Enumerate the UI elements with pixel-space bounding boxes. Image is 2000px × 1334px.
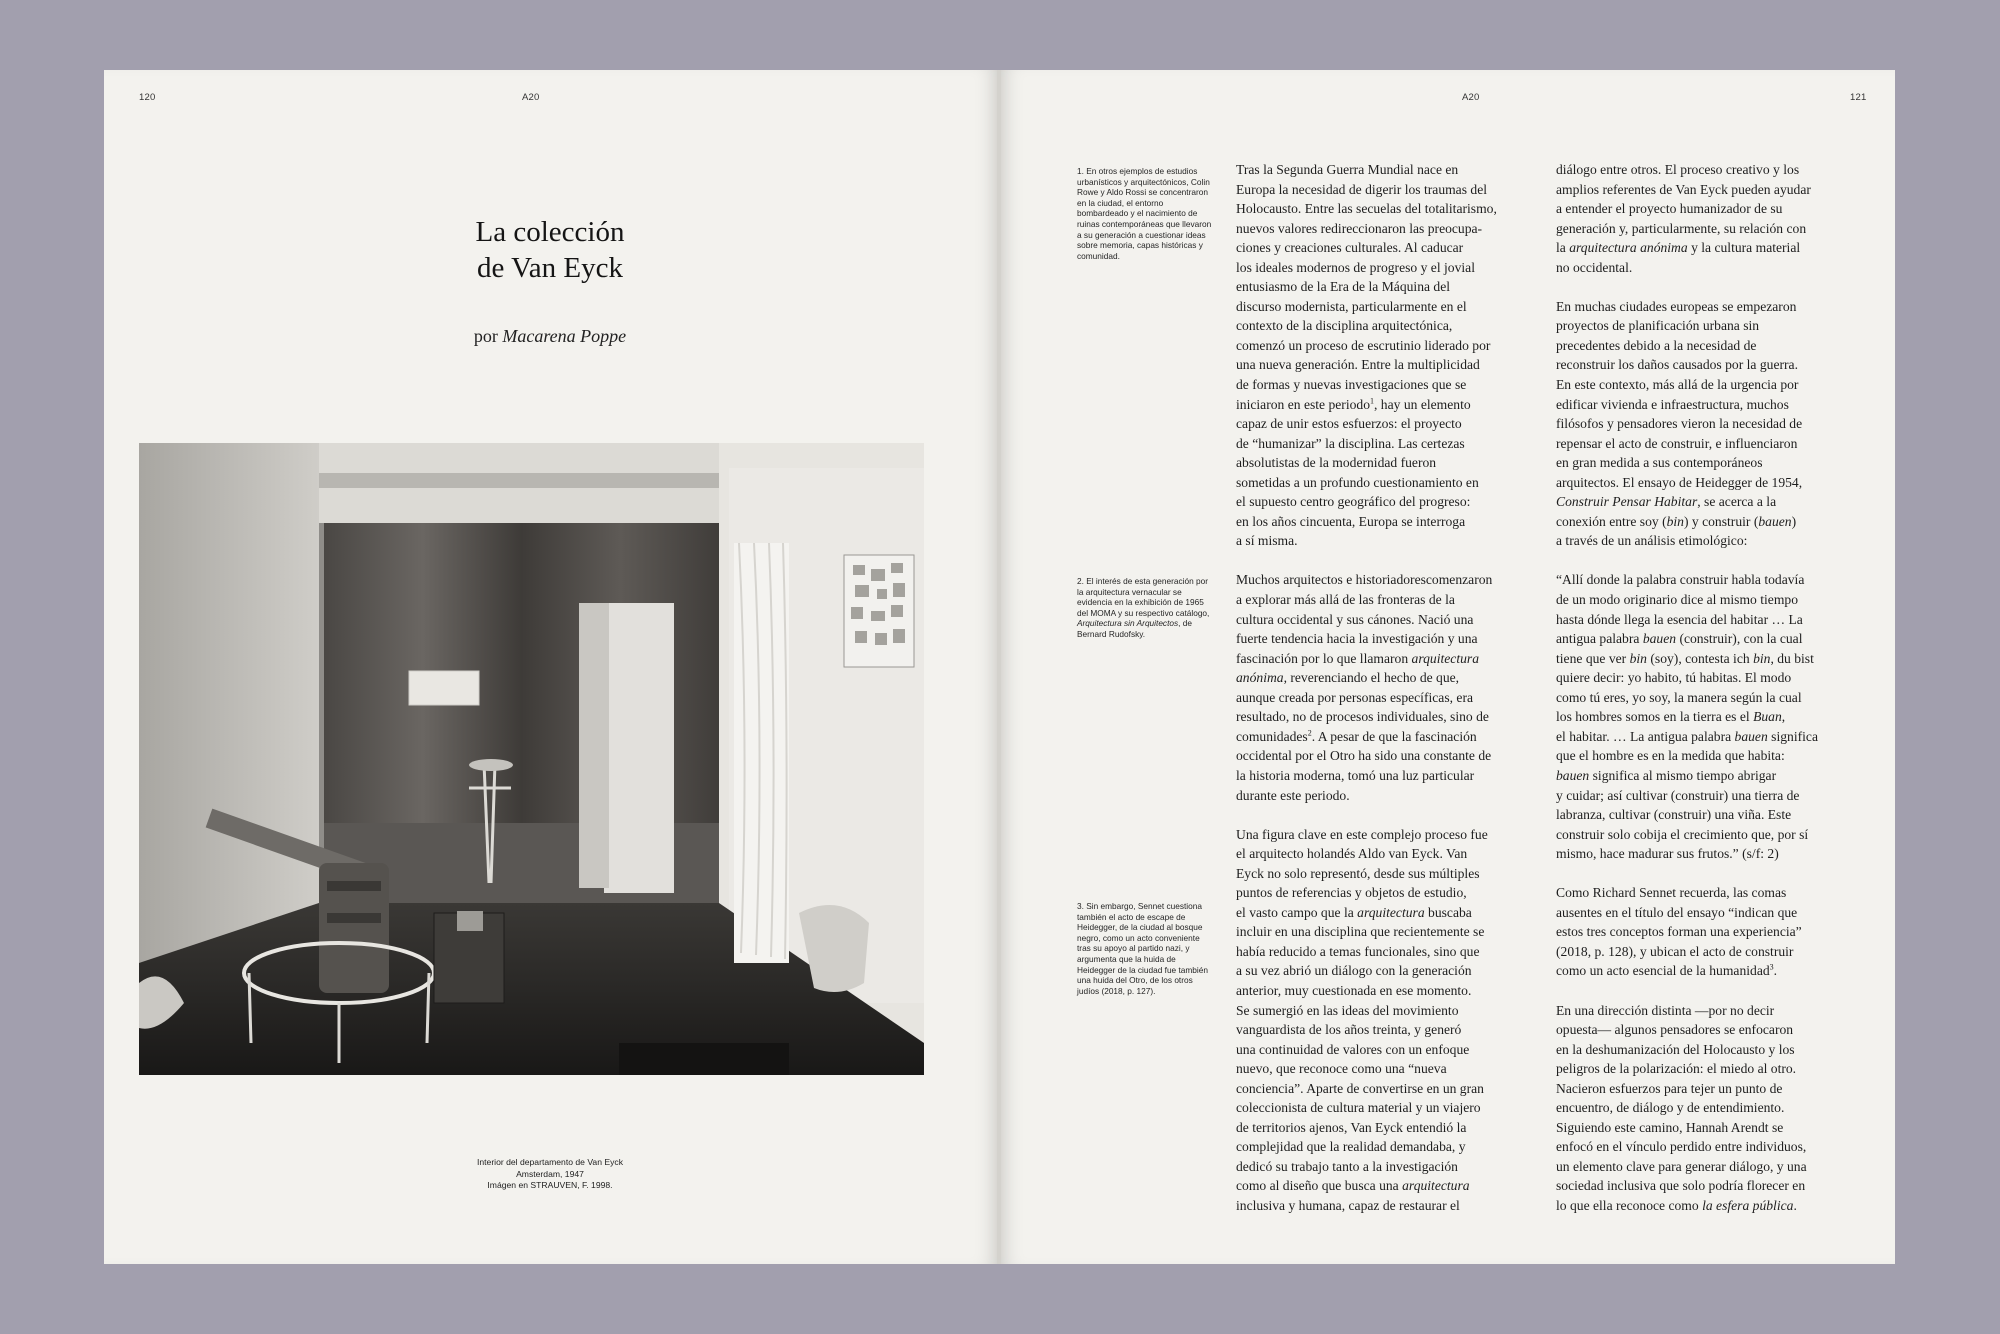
text-line: en los años cincuenta, Europa se interroga [1236, 513, 1466, 529]
text-line: había reducido a temas funcionales, sino que [1236, 943, 1480, 959]
text-line: comenzó un proceso de escrutinio liderado por [1236, 337, 1491, 353]
italic-phrase: bauen [1642, 631, 1677, 647]
byline-author: Macarena Poppe [502, 326, 627, 346]
text-line: y cuidar; así cultivar (construir) una tierra de [1556, 787, 1800, 803]
italic-phrase: Construir Pensar Habitar [1556, 494, 1698, 510]
text-line: el arquitecto holandés Aldo van Eyck. Van [1236, 846, 1468, 862]
footnote-marker: 1 [1370, 396, 1374, 406]
running-head-left: A20 [522, 92, 540, 103]
text-line: un elemento clave para generar diálogo, y una [1556, 1158, 1807, 1174]
title-line: La colección [475, 216, 625, 248]
footnote-marker: 2 [1307, 728, 1312, 738]
text-line: como un acto esencial de la humanidad$^3$. [1556, 962, 1778, 979]
italic-phrase: bin [1629, 650, 1647, 666]
text-line: Una figura clave en este complejo proceso fue [1236, 826, 1488, 842]
text-line: arquitectos. El ensayo de Heidegger de 1954, [1556, 474, 1803, 490]
text-line: opuesta— algunos pensadores se enfocaron [1556, 1022, 1794, 1038]
text-line: lo que ella reconoce como la esfera pública. [1556, 1197, 1797, 1213]
body-paragraph [1556, 1001, 1858, 1216]
title-line: de Van Eyck [476, 252, 624, 284]
text-line: incluir en una disciplina que recientemente se [1236, 924, 1485, 940]
caption-line: Amsterdam, 1947 [516, 1168, 584, 1179]
text-line: bauen significa al mismo tiempo abrigar [1556, 767, 1777, 783]
text-line: anónima, reverenciando el hecho de que, [1236, 670, 1460, 686]
italic-phrase: bin [1666, 513, 1684, 529]
italic-phrase: Buan [1753, 709, 1782, 725]
text-line: precedentes debido a la necesidad de [1556, 337, 1757, 353]
text-line: edificar vivienda e infraestructura, muchos [1556, 396, 1789, 412]
text-line: Europa la necesidad de digerir los traumas del [1236, 181, 1488, 197]
text-line: filósofos y pensadores vieron la necesidad de [1556, 416, 1803, 432]
footnote-2 [1077, 576, 1212, 640]
text-line: nuevos valores redireccionaron las preocupa- [1236, 220, 1483, 236]
text-line: a entender el proyecto humanizador de su [1556, 201, 1783, 217]
text-line: como tú eres, yo soy, la manera según la cual [1556, 689, 1802, 705]
italic-phrase: bauen [1734, 728, 1768, 744]
right-page [1001, 70, 1895, 1264]
text-line: una continuidad de valores con un enfoque [1236, 1041, 1470, 1057]
text-line: discurso modernista, particularmente en el [1236, 298, 1467, 314]
text-line: construir solo cobija el crecimiento que, por sí [1556, 826, 1809, 842]
byline-prefix: por [473, 326, 498, 346]
text-line: ausentes en el título del ensayo “indican que [1556, 904, 1798, 920]
text-line: sometidas a un profundo cuestionamiento en [1236, 474, 1479, 490]
text-line: hasta dónde llega la esencia del habitar … La [1556, 611, 1803, 627]
text-line: tiene que ver bin (soy), contesta ich bin, du bist [1556, 650, 1814, 666]
text-line: Muchos arquitectos e historiadorescomenzaron [1236, 572, 1493, 588]
interior-photograph [139, 443, 924, 1075]
text-line: los hombres somos en la tierra es el Buan, [1556, 709, 1786, 725]
text-line: resultado, no de procesos individuales, sino de [1236, 709, 1489, 725]
text-line: labranza, cultivar (construir) una viña. Este [1556, 807, 1792, 823]
text-line: Tras la Segunda Guerra Mundial nace en [1236, 162, 1459, 177]
italic-phrase: bauen [1556, 767, 1590, 783]
text-line: En una dirección distinta —por no decir [1556, 1002, 1775, 1018]
text-line: nuevo, que reconoce como una “nueva [1236, 1061, 1447, 1077]
body-paragraph [1556, 883, 1858, 981]
text-line: en la deshumanización del Holocausto y los [1556, 1041, 1795, 1057]
text-line: Construir Pensar Habitar, se acerca a la [1556, 494, 1777, 510]
text-line: sociedad inclusiva que solo podría florecer en [1556, 1178, 1806, 1194]
italic-phrase: bauen [1758, 513, 1792, 529]
text-line: la historia moderna, tomó una luz particular [1236, 767, 1475, 783]
body-column-1 [1236, 160, 1538, 1235]
body-paragraph [1556, 160, 1858, 277]
text-line: capaz de unir estos esfuerzos: el proyecto [1236, 416, 1462, 432]
text-line: comunidades$^2$. A pesar de que la fascinación [1236, 728, 1477, 744]
text-line: fuerte tendencia hacia la investigación y una [1236, 631, 1478, 647]
body-paragraph [1556, 297, 1858, 551]
text-line: de un modo originario dice al mismo tiempo [1556, 592, 1798, 608]
body-paragraph [1236, 825, 1538, 1216]
footnote-2-tail: , de Bernard Rudofsky. [1077, 618, 1192, 639]
text-line: En este contexto, más allá de la urgencia por [1556, 377, 1799, 393]
text-line: antigua palabra bauen (construir), con la cual [1556, 631, 1803, 647]
interior-photo-illustration [139, 443, 924, 1075]
text-line: fascinación por lo que llamaron arquitectura [1236, 650, 1479, 666]
text-line: en gran medida a sus contemporáneos [1556, 455, 1763, 471]
italic-phrase: anónima [1640, 240, 1688, 256]
body-paragraph [1556, 570, 1858, 863]
italic-phrase: la esfera pública [1702, 1197, 1794, 1213]
text-line: puntos de referencias y objetos de estudio, [1236, 885, 1467, 901]
text-line: de “humanizar” la disciplina. Las certezas [1236, 435, 1465, 451]
byline [400, 326, 700, 347]
caption-line: Interior del departamento de Van Eyck [476, 1157, 624, 1167]
text-line: el habitar. … La antigua palabra bauen significa [1556, 728, 1818, 744]
text-line: (2018, p. 128), y ubican el acto de construir [1556, 943, 1794, 959]
text-line: Eyck no solo representó, desde sus múltiples [1236, 865, 1480, 881]
text-line: mismo, hace madurar sus frutos.” (s/f: 2) [1556, 846, 1779, 862]
text-line: Nacieron esfuerzos para tejer un punto de [1556, 1080, 1783, 1096]
text-line: la arquitectura anónima y la cultura material [1556, 240, 1801, 256]
italic-phrase: arquitectura [1357, 904, 1425, 920]
text-line: proyectos de planificación urbana sin [1556, 318, 1760, 334]
text-line: generación y, particularmente, su relación con [1556, 220, 1807, 236]
italic-phrase: bin [1753, 650, 1771, 666]
text-line: diálogo entre otros. El proceso creativo y los [1556, 162, 1800, 177]
text-line: “Allí donde la palabra construir habla todavía [1556, 572, 1805, 588]
caption-line: Imágen en STRAUVEN, F. 1998. [487, 1180, 613, 1190]
page-number-right: 121 [1850, 92, 1867, 103]
text-line: coleccionista de cultura material y un viajero [1236, 1100, 1481, 1116]
text-line: Se sumergió en las ideas del movimiento [1236, 1002, 1459, 1018]
page-number-left: 120 [139, 92, 156, 103]
text-line: a sí misma. [1236, 533, 1298, 549]
text-line: absolutistas de la modernidad fueron [1236, 455, 1437, 471]
text-line: En muchas ciudades europeas se empezaron [1556, 298, 1797, 314]
text-line: el supuesto centro geográfico del progreso: [1236, 494, 1471, 510]
text-line: complejidad que la realidad demandaba, y [1236, 1139, 1466, 1155]
text-line: aunque creada por personas específicas, era [1236, 689, 1474, 705]
text-line: iniciaron en este periodo$^1$, hay un elemento [1236, 396, 1471, 412]
italic-phrase: arquitectura [1569, 240, 1637, 256]
text-line: Holocausto. Entre las secuelas del totalitarismo, [1236, 201, 1497, 217]
body-paragraph [1236, 570, 1538, 805]
footnote-2-text: 2. El interés de esta generación por la arquitectura vernacular se evidencia en la exhibición de 1965 del MOMA y su respectivo catálogo, [1077, 576, 1210, 618]
text-line: conexión entre soy (bin) y construir (bauen) [1556, 513, 1797, 529]
text-line: repensar el acto de construir, e influenciaron [1556, 435, 1798, 451]
footnote-1: 1. En otros ejemplos de estudios urbanísticos y arquitectónicos, Colin Rowe y Aldo Rossi se concentraron en la ciudad, el entorno bombardeado y el nacimiento de ruinas contemporáneas que llevaron a su generación a cuestionar ideas sobre memoria, capas históricas y comunidad. [1077, 166, 1212, 261]
text-line: peligros de la polarización: el miedo al otro. [1556, 1061, 1797, 1077]
left-page [104, 70, 997, 1264]
text-line: a su vez abrió un diálogo con la generación [1236, 963, 1472, 979]
italic-phrase: arquitectura [1402, 1178, 1470, 1194]
footnote-2-italic: Arquitectura sin Arquitectos [1077, 618, 1179, 629]
text-line: a explorar más allá de las fronteras de la [1236, 592, 1455, 608]
text-line: enfocó en el vínculo perdido entre individuos, [1556, 1139, 1807, 1155]
text-line: dedicó su trabajo tanto a la investigación [1236, 1158, 1458, 1174]
text-line: durante este periodo. [1236, 787, 1350, 803]
text-line: Como Richard Sennet recuerda, las comas [1556, 885, 1787, 901]
text-line: conciencia”. Aparte de convertirse en un gran [1236, 1080, 1484, 1096]
text-line: reconstruir los daños causados por la guerra. [1556, 357, 1798, 373]
photo-caption [400, 1157, 700, 1192]
body-column-2 [1556, 160, 1858, 1235]
text-line: de territorios ajenos, Van Eyck entendió la [1236, 1119, 1467, 1135]
text-line: vanguardista de los años treinta, y generó [1236, 1022, 1462, 1038]
text-line: anterior, muy cuestionada en ese momento. [1236, 982, 1472, 998]
text-line: cultura occidental y sus cánones. Nació una [1236, 611, 1474, 627]
text-line: encuentro, de diálogo y de entendimiento. [1556, 1100, 1785, 1116]
text-line: quiere decir: yo habito, tú habitas. El modo [1556, 670, 1792, 686]
footnote-marker: 3 [1769, 962, 1774, 972]
text-line: que el hombre es en la medida que habita: [1556, 748, 1785, 764]
text-line: a través de un análisis etimológico: [1556, 533, 1748, 549]
text-line: una nueva generación. Entre la multiplicidad [1236, 357, 1480, 373]
body-paragraph [1236, 160, 1538, 551]
text-line: amplios referentes de Van Eyck pueden ayudar [1556, 181, 1811, 197]
italic-phrase: arquitectura [1411, 650, 1479, 666]
text-line: los ideales modernos de progreso y el jovial [1236, 259, 1475, 275]
text-line: no occidental. [1556, 259, 1633, 275]
text-line: inclusiva y humana, capaz de restaurar el [1236, 1197, 1460, 1213]
text-line: de formas y nuevas investigaciones que se [1236, 377, 1467, 393]
article-title [400, 214, 700, 286]
text-line: estos tres conceptos forman una experiencia” [1556, 924, 1802, 940]
text-line: occidental por el Otro ha sido una constante de [1236, 748, 1492, 764]
footnote-3: 3. Sin embargo, Sennet cuestiona también el acto de escape de Heidegger, de la ciudad al bosque negro, como un acto conveniente tras su apoyo al partido nazi, y argumenta que la huida de Heidegger de la ciudad fue también una huida del Otro, de los otros judíos (2018, p. 127). [1077, 901, 1208, 996]
text-line: como al diseño que busca una arquitectura [1236, 1178, 1470, 1194]
text-line: entusiasmo de la Era de la Máquina del [1236, 279, 1451, 295]
italic-phrase: anónima [1236, 670, 1284, 686]
text-line: ciones y creaciones culturales. Al caducar [1236, 240, 1464, 256]
text-line: contexto de la disciplina arquitectónica, [1236, 318, 1453, 334]
text-line: el vasto campo que la arquitectura buscaba [1236, 904, 1472, 920]
text-line: Siguiendo este camino, Hannah Arendt se [1556, 1119, 1784, 1135]
running-head-right: A20 [1462, 92, 1480, 103]
